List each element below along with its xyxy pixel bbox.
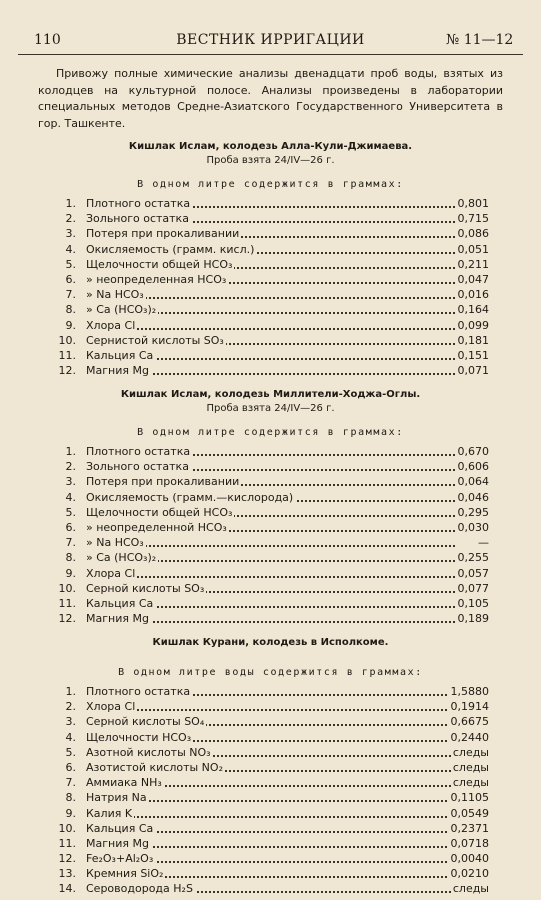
row-label: » Na HCO₃ [86, 536, 144, 550]
dot-leader [84, 709, 455, 711]
row-label: Хлора Cl [86, 318, 136, 332]
row-number: 10. [58, 333, 76, 347]
table-row [0, 535, 541, 550]
row-label: Щелочности HCO₃ [86, 730, 192, 744]
table-row [0, 775, 541, 790]
row-label: Магния Mg [86, 836, 149, 850]
row-number: 1. [65, 685, 76, 698]
row-label: Окисляемость (грамм.—кислорода) [86, 490, 294, 504]
row-value: 0,046 [457, 490, 489, 504]
analysis-section [0, 388, 541, 626]
row-number: 12. [58, 364, 76, 378]
row-number: 13. [58, 867, 76, 881]
section-title: Кишлак Ислам, колодезь Алла-Кули-Джимаева. [128, 141, 413, 152]
table-row [0, 348, 541, 363]
table-row [0, 272, 541, 287]
row-value: 0,164 [457, 303, 489, 317]
table-row [0, 363, 541, 378]
row-number: 3. [65, 475, 76, 489]
table-row [0, 684, 541, 699]
section-heading: В одном литре содержится в граммах: [137, 179, 404, 190]
row-value: — [478, 536, 489, 550]
row-label: Серной кислоты SO₃ [86, 581, 205, 595]
table-row [0, 611, 541, 626]
table-row [0, 505, 541, 520]
row-value: 0,670 [457, 445, 489, 458]
section-title: Кишлак Курани, колодезь в Исполкоме. [152, 637, 389, 648]
row-number: 5. [65, 745, 76, 759]
row-number: 11. [58, 596, 76, 610]
row-label: Аммиака NH₃ [86, 776, 162, 790]
row-value: 0,151 [457, 348, 489, 362]
row-label: Магния Mg [86, 612, 149, 626]
page-header [0, 32, 541, 52]
row-value: 0,2440 [450, 730, 489, 744]
table-row [0, 699, 541, 714]
section-heading: В одном литре содержится в граммах: [137, 427, 404, 438]
table-row [0, 566, 541, 581]
section-heading: В одном литре воды содержится в граммах: [118, 667, 423, 678]
row-number: 14. [58, 882, 76, 896]
row-label: Fe₂O₃+Al₂O₃ [86, 852, 154, 866]
row-label: Азотной кислоты NO₃ [86, 745, 211, 759]
row-number: 7. [65, 536, 76, 550]
row-number: 3. [65, 227, 76, 241]
table-row [0, 760, 541, 775]
row-value: 0,086 [457, 227, 489, 241]
row-number: 5. [65, 505, 76, 519]
row-value: 0,211 [457, 257, 489, 271]
row-number: 9. [65, 318, 76, 332]
row-value: 0,016 [457, 288, 489, 302]
row-value: 0,255 [457, 551, 489, 565]
row-number: 6. [65, 272, 76, 286]
row-number: 11. [58, 836, 76, 850]
analysis-section [0, 636, 541, 897]
row-label: Хлора Cl [86, 700, 136, 714]
row-value: 0,064 [457, 475, 489, 489]
row-label: Потеря при прокаливании [86, 475, 240, 489]
row-label: Окисляемость (грамм. кисл.) [86, 242, 255, 256]
row-value: 0,0040 [450, 852, 489, 866]
row-label: Калия K [86, 806, 133, 820]
row-number: 8. [65, 303, 76, 317]
row-value: 0,1914 [450, 700, 489, 714]
row-value: 0,0549 [450, 806, 489, 820]
table-row [0, 866, 541, 881]
table-row [0, 790, 541, 805]
table-row [0, 836, 541, 851]
row-number: 4. [65, 490, 76, 504]
row-label: Кальция Ca [86, 348, 154, 362]
row-label: Серной кислоты SO₄ [86, 715, 205, 729]
analysis-table [0, 684, 541, 897]
table-row [0, 714, 541, 729]
analysis-table [0, 196, 541, 378]
row-label: Сероводорода H₂S [86, 882, 193, 896]
row-value: 0,1105 [450, 791, 489, 805]
row-label: Зольного остатка [86, 212, 189, 226]
table-row [0, 318, 541, 333]
table-row [0, 821, 541, 836]
row-number: 1. [65, 445, 76, 458]
row-number: 10. [58, 581, 76, 595]
row-value: 0,047 [457, 272, 489, 286]
table-row [0, 287, 541, 302]
row-value: 0,189 [457, 612, 489, 626]
row-label: Плотного остатка [86, 685, 191, 698]
row-number: 2. [65, 212, 76, 226]
table-row [0, 596, 541, 611]
header-rule [18, 54, 523, 55]
table-row [0, 444, 541, 459]
row-number: 1. [65, 197, 76, 210]
row-value: 0,715 [457, 212, 489, 226]
row-label: » неопределенной HCO₃ [86, 520, 227, 534]
table-row [0, 806, 541, 821]
table-row [0, 730, 541, 745]
row-number: 12. [58, 612, 76, 626]
table-row [0, 257, 541, 272]
dot-leader [84, 576, 455, 578]
row-label: Плотного остатка [86, 197, 191, 210]
table-row [0, 196, 541, 211]
row-label: Кальция Ca [86, 596, 154, 610]
issue-number: № 11—12 [446, 32, 514, 48]
row-number: 5. [65, 257, 76, 271]
row-number: 2. [65, 700, 76, 714]
row-value: 0,0210 [450, 867, 489, 881]
row-value: 1,5880 [450, 685, 489, 698]
row-label: » Na HCO₃ [86, 288, 144, 302]
row-value: следы [452, 745, 489, 759]
row-value: 0,057 [457, 566, 489, 580]
journal-title: ВЕСТНИК ИРРИГАЦИИ [176, 32, 365, 48]
row-value: 0,105 [457, 596, 489, 610]
table-row [0, 459, 541, 474]
row-number: 11. [58, 348, 76, 362]
row-label: Хлора Cl [86, 566, 136, 580]
row-number: 6. [65, 760, 76, 774]
row-label: Плотного остатка [86, 445, 191, 458]
row-number: 2. [65, 460, 76, 474]
row-number: 7. [65, 776, 76, 790]
row-value: 0,071 [457, 364, 489, 378]
row-number: 12. [58, 852, 76, 866]
row-number: 6. [65, 520, 76, 534]
row-label: Натрия Na [86, 791, 147, 805]
row-value: 0,051 [457, 242, 489, 256]
row-number: 9. [65, 806, 76, 820]
row-value: 0,077 [457, 581, 489, 595]
row-label: » Ca (HCO₃)₂ [86, 303, 157, 317]
table-row [0, 550, 541, 565]
section-subtitle: Проба взята 24/IV—26 г. [206, 403, 335, 414]
table-row [0, 490, 541, 505]
row-number: 3. [65, 715, 76, 729]
table-row [0, 881, 541, 896]
row-number: 4. [65, 242, 76, 256]
table-row [0, 333, 541, 348]
row-value: 0,2371 [450, 821, 489, 835]
row-label: Магния Mg [86, 364, 149, 378]
row-label: Щелочности общей HCO₃ [86, 505, 233, 519]
table-row [0, 474, 541, 489]
table-row [0, 211, 541, 226]
row-value: 0,0718 [450, 836, 489, 850]
row-number: 7. [65, 288, 76, 302]
row-label: Щелочности общей HCO₃ [86, 257, 233, 271]
row-value: 0,801 [457, 197, 489, 210]
row-label: Кремния SiO₂ [86, 867, 164, 881]
table-row [0, 520, 541, 535]
row-value: 0,099 [457, 318, 489, 332]
row-value: следы [452, 882, 489, 896]
row-value: 0,181 [457, 333, 489, 347]
table-row [0, 851, 541, 866]
dot-leader [84, 328, 455, 330]
row-value: следы [452, 760, 489, 774]
row-label: Зольного остатка [86, 460, 189, 474]
row-number: 10. [58, 821, 76, 835]
row-number: 8. [65, 551, 76, 565]
row-value: следы [452, 776, 489, 790]
row-label: » Ca (HCO₃)₂ [86, 551, 157, 565]
row-label: Азотистой кислоты NO₂ [86, 760, 223, 774]
analysis-table [0, 444, 541, 626]
row-label: Потеря при прокаливании [86, 227, 240, 241]
section-title: Кишлак Ислам, колодезь Миллители-Ходжа-Оглы. [120, 389, 421, 400]
row-label: Сернистой кислоты SO₃ [86, 333, 224, 347]
row-label: Кальция Ca [86, 821, 154, 835]
analysis-section [0, 140, 541, 378]
row-number: 8. [65, 791, 76, 805]
intro-paragraph: Привожу полные химические анализы двенадцати проб воды, взятых из колодцев на культурной полосе. Анализы произведены в лаборатории специальных методов Средне-Азиатского Государственного Университета в гор. Ташкенте. [38, 67, 503, 130]
row-value: 0,6675 [450, 715, 489, 729]
section-subtitle: Проба взята 24/IV—26 г. [206, 155, 335, 166]
table-row [0, 581, 541, 596]
table-row [0, 226, 541, 241]
page-number: 110 [34, 32, 61, 48]
row-number: 9. [65, 566, 76, 580]
table-row [0, 745, 541, 760]
row-value: 0,606 [457, 460, 489, 474]
row-value: 0,295 [457, 505, 489, 519]
dot-leader [84, 816, 455, 818]
row-number: 4. [65, 730, 76, 744]
table-row [0, 242, 541, 257]
row-label: » неопределенная HCO₃ [86, 272, 227, 286]
row-value: 0,030 [457, 520, 489, 534]
table-row [0, 302, 541, 317]
